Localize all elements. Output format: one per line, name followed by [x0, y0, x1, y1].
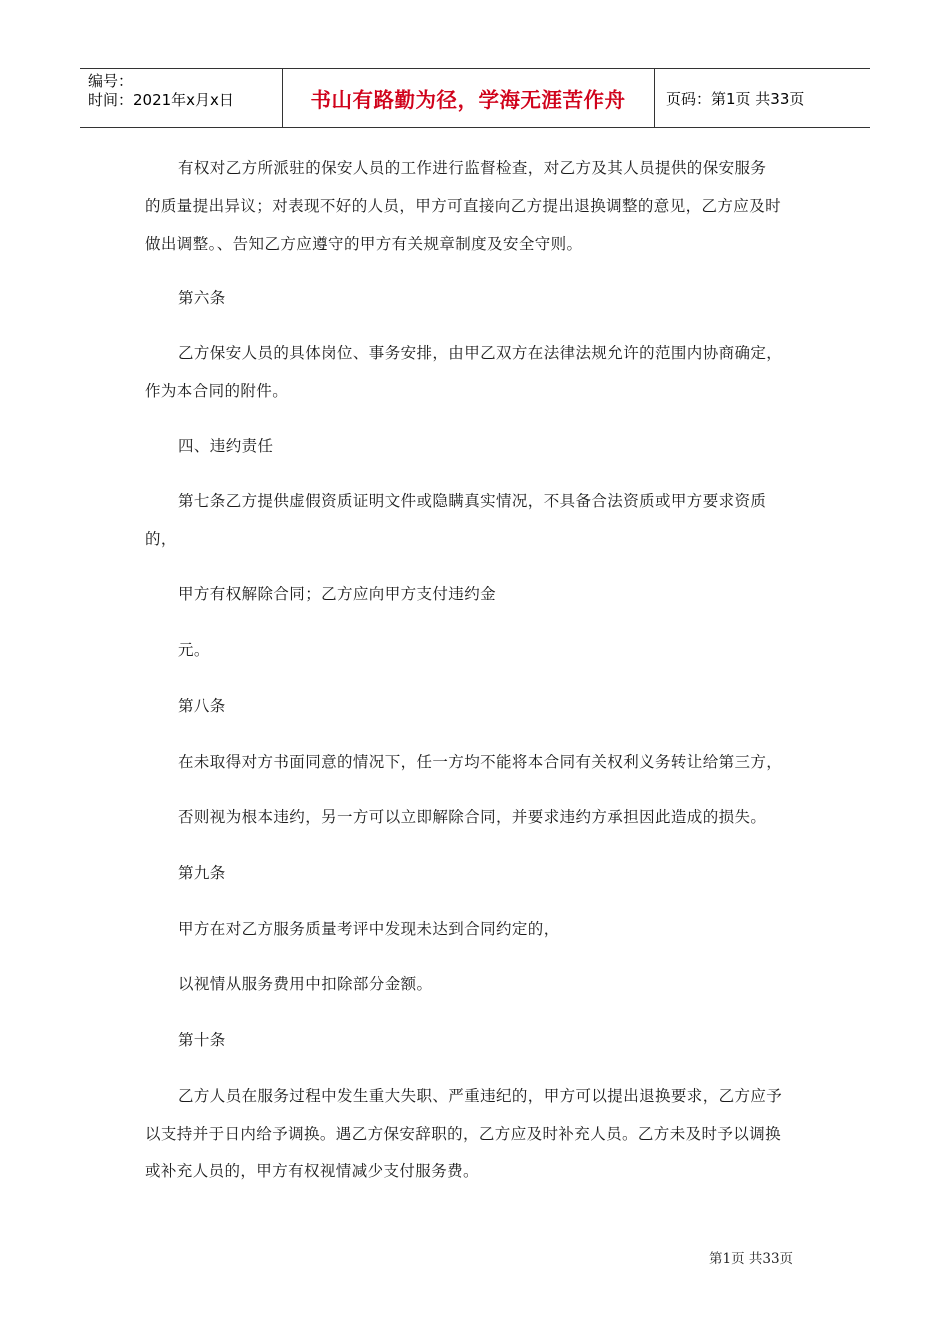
header-divider — [654, 69, 655, 127]
paragraph-line: 以支持并于日内给予调换。遇乙方保安辞职的，乙方应及时补充人员。乙方未及时予以调换 — [145, 1125, 782, 1143]
article-heading: 第八条 — [178, 697, 226, 715]
page-footer: 第1页 共33页 — [709, 1251, 794, 1267]
article-heading: 第九条 — [178, 864, 226, 882]
paragraph-line: 作为本合同的附件。 — [145, 382, 289, 400]
article-heading: 第六条 — [178, 289, 226, 307]
paragraph-line: 第七条乙方提供虚假资质证明文件或隐瞒真实情况，不具备合法资质或甲方要求资质 — [178, 492, 767, 510]
paragraph-line: 在未取得对方书面同意的情况下，任一方均不能将本合同有关权利义务转让给第三方， — [178, 753, 783, 771]
header-meta — [88, 72, 234, 110]
paragraph-line: 以视情从服务费用中扣除部分金额。 — [178, 975, 433, 993]
section-heading: 四、违约责任 — [178, 437, 274, 455]
paragraph-line: 有权对乙方所派驻的保安人员的工作进行监督检查，对乙方及其人员提供的保安服务 — [178, 159, 767, 177]
paragraph-line: 元。 — [178, 641, 210, 659]
header-page-info: 页码：第1页 共33页 — [666, 89, 805, 108]
paragraph-line: 乙方保安人员的具体岗位、事务安排，由甲乙双方在法律法规允许的范围内协商确定， — [178, 344, 783, 362]
header-motto: 书山有路勤为径，学海无涯苦作舟 — [310, 88, 626, 112]
paragraph-line: 甲方有权解除合同；乙方应向甲方支付违约金 — [178, 585, 497, 603]
article-heading: 第十条 — [178, 1031, 226, 1049]
paragraph-line: 或补充人员的，甲方有权视情减少支付服务费。 — [145, 1162, 479, 1180]
paragraph-line: 乙方人员在服务过程中发生重大失职、严重违纪的，甲方可以提出退换要求，乙方应予 — [178, 1087, 783, 1105]
paragraph-line: 的， — [145, 530, 177, 548]
paragraph-line: 的质量提出异议；对表现不好的人员，甲方可直接向乙方提出退换调整的意见，乙方应及时 — [145, 197, 782, 215]
paragraph-line: 做出调整。、告知乙方应遵守的甲方有关规章制度及安全守则。 — [145, 235, 583, 253]
paragraph-line: 否则视为根本违约，另一方可以立即解除合同，并要求违约方承担因此造成的损失。 — [178, 808, 767, 826]
serial-label: 编号： — [88, 72, 134, 90]
date-label: 时间：2021年x月x日 — [88, 91, 234, 109]
document-header — [80, 68, 870, 128]
paragraph-line: 甲方在对乙方服务质量考评中发现未达到合同约定的， — [178, 920, 560, 938]
